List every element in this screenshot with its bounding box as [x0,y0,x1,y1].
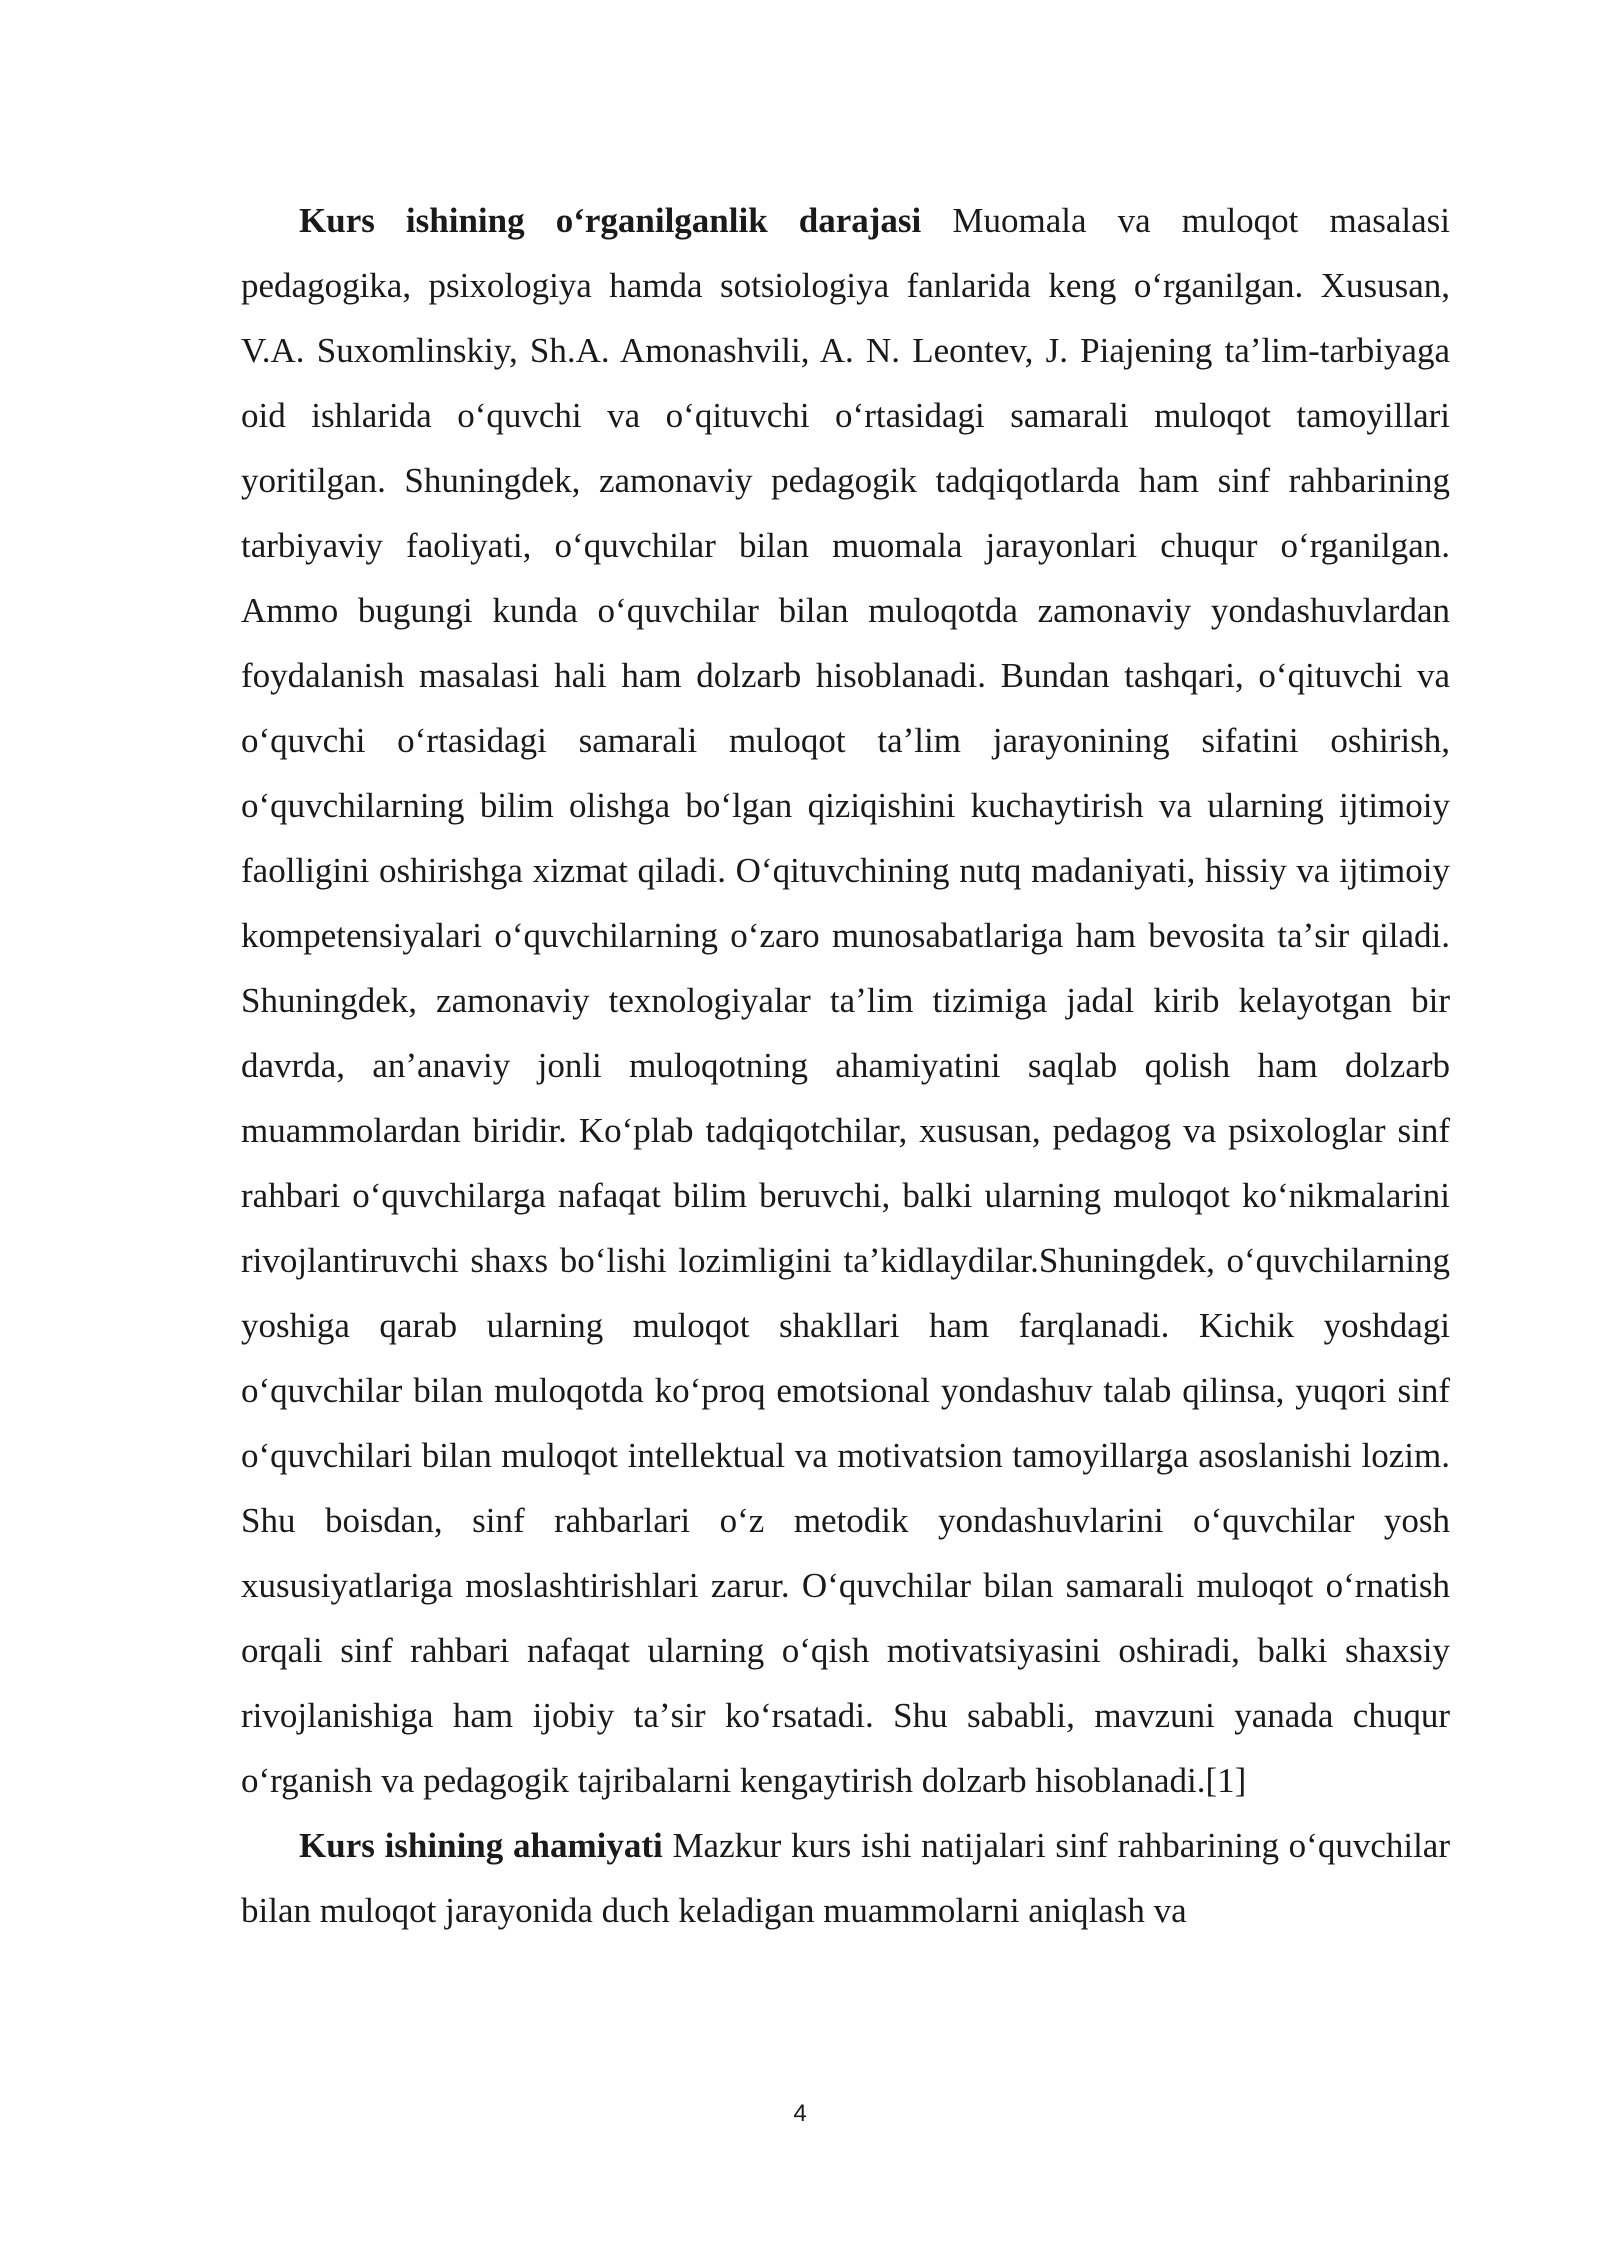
paragraph-importance [241,1813,1450,1943]
paragraph-body-text: Muomala va muloqot masalasi pedagogika, psixologiya hamda sotsiologiya fanlarida keng oʻrganilgan. Xususan, V.A. Suxomlinskiy, Sh.A. Amonashvili, A. N. Leontev, J. Piajening taʼlim-tarbiyaga oid ishlarida oʻquvchi va oʻqituvchi oʻrtasidagi samarali muloqot tamoyillari yoritilgan. Shuningdek, zamonaviy pedagogik tadqiqotlarda ham sinf rahbarining tarbiyaviy faoliyati, oʻquvchilar bilan muomala jarayonlari chuqur oʻrganilgan. Ammo bugungi kunda oʻquvchilar bilan muloqotda zamonaviy yondashuvlardan foydalanish masalasi hali ham dolzarb hisoblanadi. Bundan tashqari, oʻqituvchi va oʻquvchi oʻrtasidagi samarali muloqot taʼlim jarayonining sifatini oshirish, oʻquvchilarning bilim olishga boʻlgan qiziqishini kuchaytirish va ularning ijtimoiy faolligini oshirishga xizmat qiladi. Oʻqituvchining nutq madaniyati, hissiy va ijtimoiy kompetensiyalari oʻquvchilarning oʻzaro munosabatlariga ham bevosita taʼsir qiladi. Shuningdek, zamonaviy texnologiyalar taʼlim tizimiga jadal kirib kelayotgan bir davrda, anʼanaviy jonli muloqotning ahamiyatini saqlab qolish ham dolzarb muammolardan biridir. Koʻplab tadqiqotchilar, xususan, pedagog va psixologlar sinf rahbari oʻquvchilarga nafaqat bilim beruvchi, balki ularning muloqot koʻnikmalarini rivojlantiruvchi shaxs boʻlishi lozimligini taʼkidlaydilar.Shuningdek, oʻquvchilarning yoshiga qarab ularning muloqot shakllari ham farqlanadi. Kichik yoshdagi oʻquvchilar bilan muloqotda koʻproq emotsional yondashuv talab qilinsa, yuqori sinf oʻquvchilari bilan muloqot intellektual va motivatsion tamoyillarga asoslanishi lozim. Shu boisdan, sinf rahbarlari oʻz metodik yondashuvlarini oʻquvchilar yosh xususiyatlariga moslashtirishlari zarur. Oʻquvchilar bilan samarali muloqot oʻrnatish orqali sinf rahbari nafaqat ularning oʻqish motivatsiyasini oshiradi, balki shaxsiy rivojlanishiga ham ijobiy taʼsir koʻrsatadi. Shu sababli, mavzuni yanada chuqur oʻrganish va pedagogik tajribalarni kengaytirish dolzarb hisoblanadi.[1] [241,201,1450,1800]
paragraph-study-level [241,188,1450,1813]
paragraph-body-text: Mazkur kurs ishi natijalari sinf rahbarining oʻquvchilar bilan muloqot jarayonida duch keladigan muammolarni aniqlash va [241,1826,1450,1930]
body-text [241,188,1450,1943]
page-number: 4 [793,2100,807,2127]
paragraph-lead-heading: Kurs ishining ahamiyati [299,1826,663,1865]
paragraph-lead-heading: Kurs ishining oʻrganilganlik darajasi [299,201,922,240]
